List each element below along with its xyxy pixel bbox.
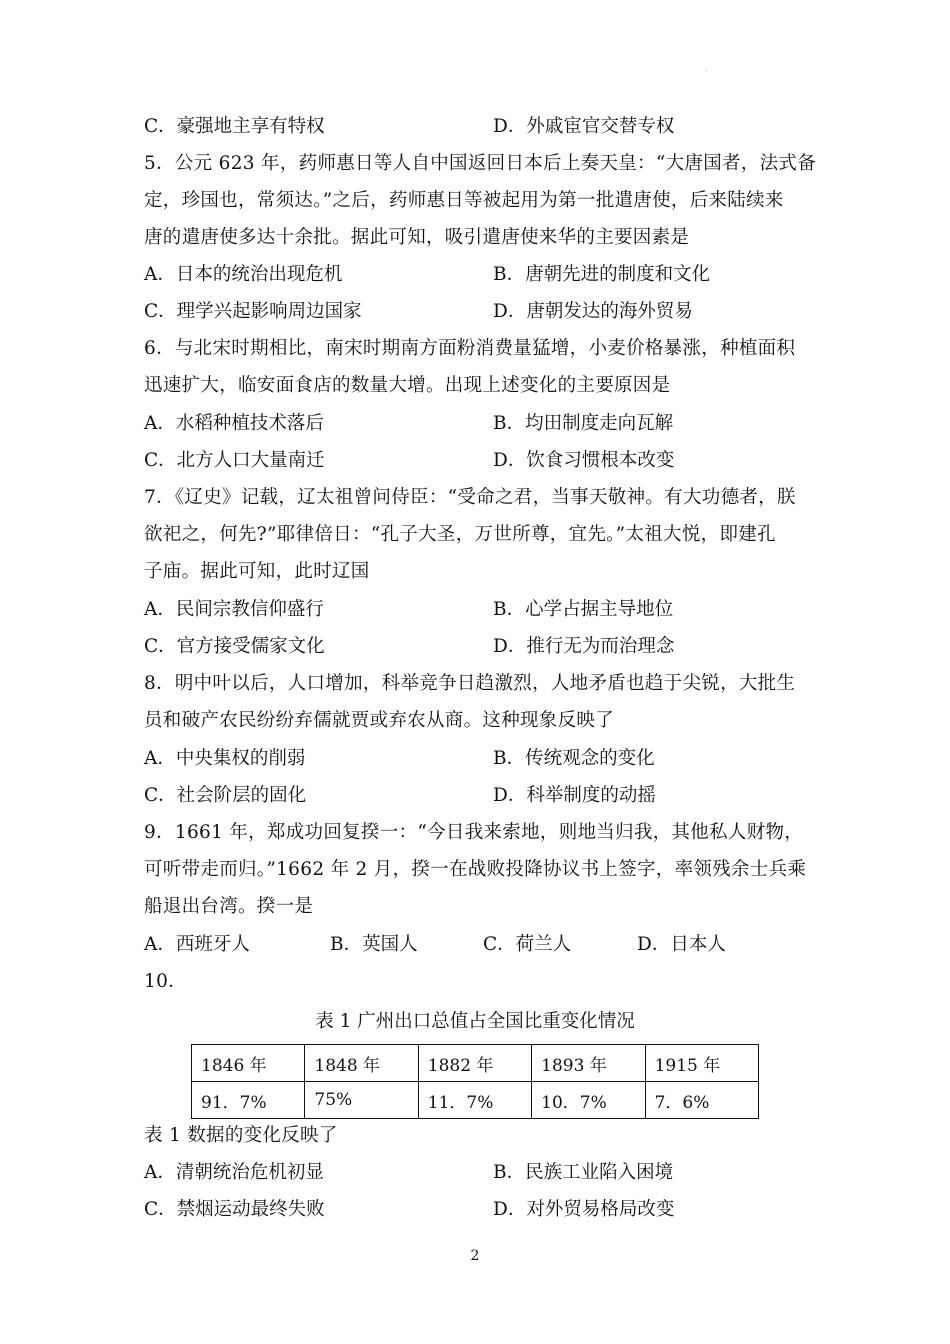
corner-mark: . bbox=[705, 64, 708, 73]
q7-stem-line-3: 子庙。据此可知，此时辽国 bbox=[144, 561, 370, 582]
q8-option-a: A．中央集权的削弱 bbox=[144, 748, 306, 769]
q10-option-c: C．禁烟运动最终失败 bbox=[144, 1199, 325, 1220]
q6-option-c: C．北方人口大量南迁 bbox=[144, 450, 325, 471]
q10-stem: 表 1 数据的变化反映了 bbox=[144, 1125, 338, 1146]
q9-stem-line-3: 船退出台湾。揆一是 bbox=[144, 896, 314, 917]
table-cell-year: 1848 年 bbox=[305, 1045, 418, 1082]
q7-option-a: A．民间宗教信仰盛行 bbox=[144, 599, 324, 620]
q7-option-d: D．推行无为而治理念 bbox=[493, 636, 675, 657]
q5-stem-line-3: 唐的遣唐使多达十余批。据此可知，吸引遣唐使来华的主要因素是 bbox=[144, 227, 690, 248]
q5-stem-line-2: 定，珍国也，常须达。”之后，药师惠日等被起用为第一批遣唐使，后来陆续来 bbox=[144, 190, 784, 211]
q6-stem-line-2: 迅速扩大，临安面食店的数量大增。出现上述变化的主要原因是 bbox=[144, 375, 671, 396]
q4-option-d: D．外戚宦官交替专权 bbox=[493, 116, 675, 137]
q9-option-a: A．西班牙人 bbox=[144, 934, 250, 955]
page-number: 2 bbox=[470, 1248, 480, 1264]
q9-option-b: B．英国人 bbox=[330, 934, 418, 955]
q5-option-d: D．唐朝发达的海外贸易 bbox=[493, 301, 693, 322]
q10-option-b: B．民族工业陷入困境 bbox=[493, 1162, 674, 1183]
q4-option-c: C．豪强地主享有特权 bbox=[144, 116, 325, 137]
table-cell-year: 1915 年 bbox=[645, 1045, 758, 1082]
q5-stem-line-1: 5．公元 623 年，药师惠日等人自中国返回日本后上奏天皇：“大唐国者，法式备 bbox=[144, 153, 817, 174]
q6-option-b: B．均田制度走向瓦解 bbox=[493, 413, 674, 434]
q6-stem-line-1: 6．与北宋时期相比，南宋时期南方面粉消费量猛增，小麦价格暴涨，种植面积 bbox=[144, 338, 796, 359]
table-cell-year: 1893 年 bbox=[532, 1045, 645, 1082]
q6-option-a: A．水稻种植技术落后 bbox=[144, 413, 324, 434]
table-cell-year: 1846 年 bbox=[192, 1045, 305, 1082]
table-cell-year: 1882 年 bbox=[418, 1045, 531, 1082]
q9-option-d: D．日本人 bbox=[637, 934, 726, 955]
q5-option-a: A．日本的统治出现危机 bbox=[144, 264, 343, 285]
table-cell-share: 7．6% bbox=[645, 1082, 758, 1119]
table-row-shares bbox=[192, 1082, 759, 1119]
q7-stem-line-2: 欲祀之，何先?”耶律倍日：“孔子大圣，万世所尊，宜先。”太祖大悦，即建孔 bbox=[144, 524, 776, 545]
q8-option-b: B．传统观念的变化 bbox=[493, 748, 655, 769]
q10-option-d: D．对外贸易格局改变 bbox=[493, 1199, 675, 1220]
q9-stem-line-2: 可听带走而归。”1662 年 2 月，揆一在战败投降协议书上签字，率领残余士兵乘 bbox=[144, 859, 807, 880]
q7-stem-line-1: 7．《辽史》记载，辽太祖曾问侍臣：“受命之君，当事天敬神。有大功德者，朕 bbox=[144, 487, 796, 508]
q8-option-c: C．社会阶层的固化 bbox=[144, 785, 307, 806]
q5-option-b: B．唐朝先进的制度和文化 bbox=[493, 264, 711, 285]
q8-option-d: D．科举制度的动摇 bbox=[493, 785, 656, 806]
table-cell-share: 91．7% bbox=[192, 1082, 305, 1119]
q10-number: 10． bbox=[144, 971, 187, 992]
q7-option-c: C．官方接受儒家文化 bbox=[144, 636, 325, 657]
table-caption: 表 1 广州出口总值占全国比重变化情况 bbox=[315, 1011, 635, 1032]
table-cell-share: 75% bbox=[305, 1082, 418, 1119]
q6-option-d: D．饮食习惯根本改变 bbox=[493, 450, 675, 471]
table-row-years bbox=[192, 1045, 759, 1082]
q7-option-b: B．心学占据主导地位 bbox=[493, 599, 674, 620]
q9-option-c: C．荷兰人 bbox=[483, 934, 572, 955]
q10-option-a: A．清朝统治危机初显 bbox=[144, 1162, 324, 1183]
table-cell-share: 11．7% bbox=[418, 1082, 531, 1119]
export-share-table bbox=[191, 1044, 759, 1119]
q9-stem-line-1: 9．1661 年，郑成功回复揆一：“今日我来索地，则地当归我，其他私人财物， bbox=[144, 822, 804, 843]
q8-stem-line-1: 8．明中叶以后，人口增加，科举竞争日趋激烈，人地矛盾也趋于尖锐，大批生 bbox=[144, 673, 796, 694]
q8-stem-line-2: 员和破产农民纷纷弃儒就贾或弃农从商。这种现象反映了 bbox=[144, 710, 615, 731]
table-cell-share: 10．7% bbox=[532, 1082, 645, 1119]
q5-option-c: C．理学兴起影响周边国家 bbox=[144, 301, 362, 322]
